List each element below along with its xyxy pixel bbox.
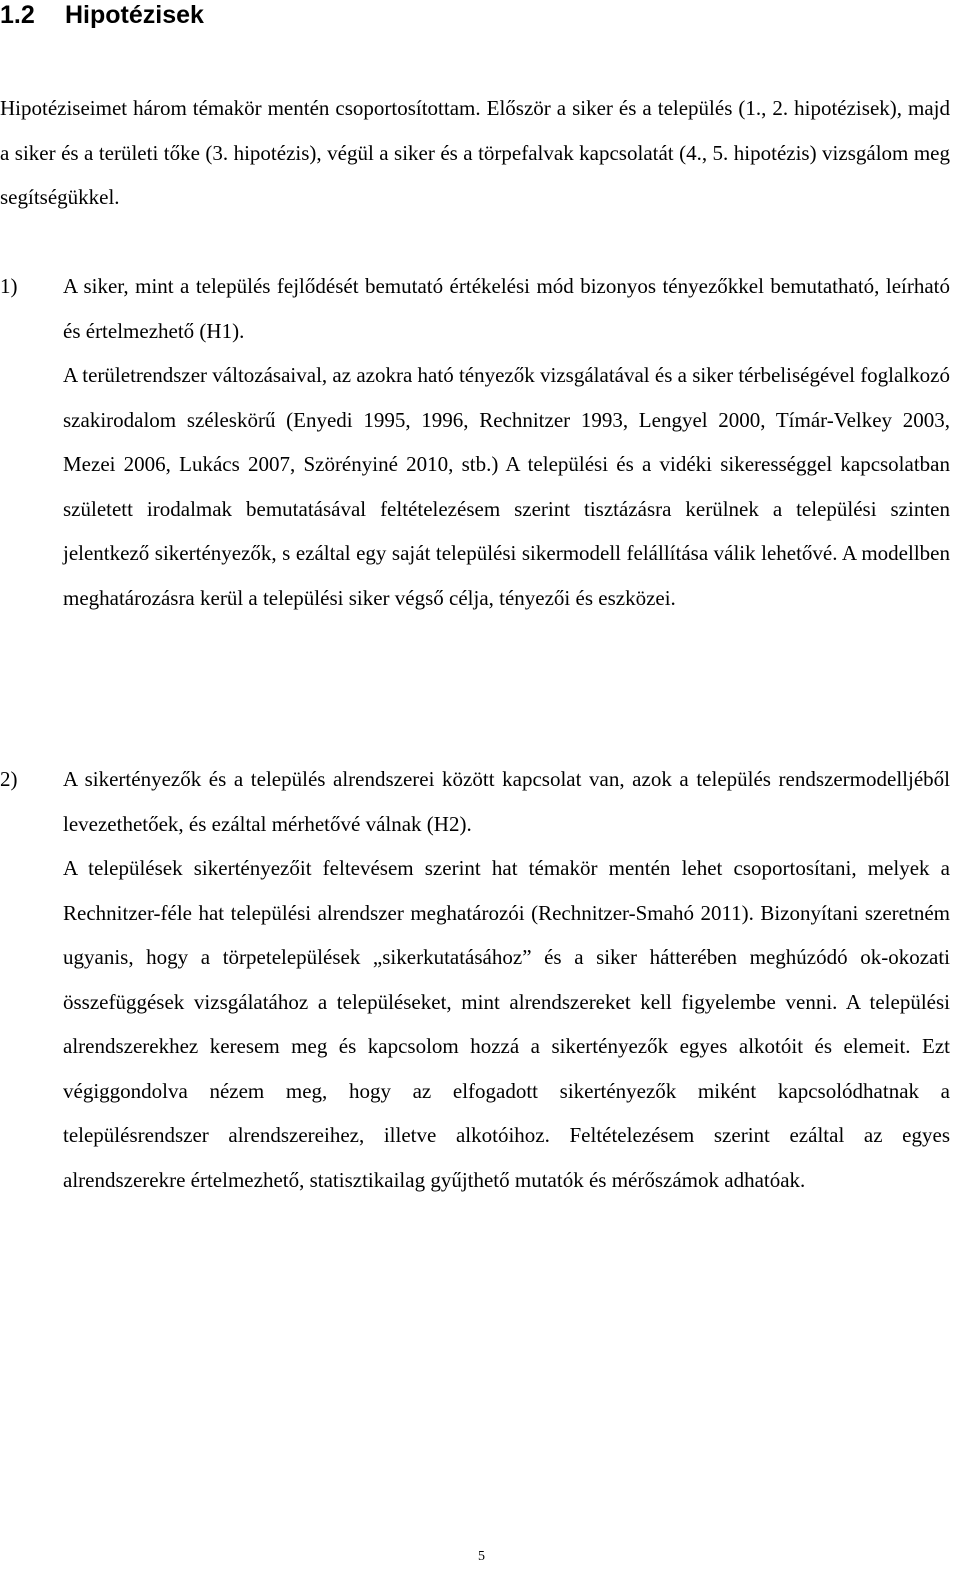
hypothesis-body bbox=[63, 264, 950, 620]
hypothesis-marker: 1) bbox=[0, 274, 18, 298]
hypothesis-marker: 2) bbox=[0, 767, 18, 791]
section-number: 1.2 bbox=[0, 1, 35, 29]
hypothesis-explanation: A települések sikertényezőit feltevésem szerint hat témakör mentén lehet csoportosítani, melyek a Rechnitzer-féle hat települési alrendszer meghatározói (Rechnitzer-Smahó 2011). Bizonyítani szeretném ugyanis, hogy a törpetelepülések „sikerkutatásához” és a siker hátterében meghúzódó ok-okozati összefüggések vizsgálatához a településeket, mint alrendszereket kell figyelembe venni. A települési alrendszerekhez keresem meg és kapcsolom hozzá a sikertényezők egyes alkotóit és elemeit. Ezt végiggondolva nézem meg, hogy az elfogadott sikertényezők miként kapcsolódhatnak a településrendszer alrendszereihez, illetve alkotóihoz. Feltételezésem szerint ezáltal az egyes alrendszerekre értelmezhető, statisztikailag gyűjthető mutatók és mérőszámok adhatóak. bbox=[63, 856, 950, 1192]
hypothesis-explanation: A területrendszer változásaival, az azokra ható tényezők vizsgálatával és a siker térbeliségével foglalkozó szakirodalom széleskörű (Enyedi 1995, 1996, Rechnitzer 1993, Lengyel 2000, Tímár-Velkey 2003, Mezei 2006, Lukács 2007, Szörényiné 2010, stb.) A települési és a vidéki sikerességgel kapcsolatban született irodalmak bemutatásával feltételezésem szerint tisztázásra kerülnek a települési szinten jelentkező sikertényezők, s ezáltal egy saját települési sikermodell felállítása válik lehetővé. A modellben meghatározásra kerül a települési siker végső célja, tényezői és eszközei. bbox=[63, 363, 950, 610]
hypothesis-statement: A siker, mint a település fejlődését bemutató értékelési mód bizonyos tényezőkkel bemutatható, leírható és értelmezhető (H1). bbox=[63, 274, 950, 343]
intro-paragraph: Hipotéziseimet három témakör mentén csoportosítottam. Először a siker és a település (1., 2. hipotézisek), majd a siker és a területi tőke (3. hipotézis), végül a siker és a törpefalvak kapcsolatát (4., 5. hipotézis) vizsgálom meg segítségükkel. bbox=[0, 96, 950, 209]
hypothesis-body bbox=[63, 757, 950, 1202]
page-number: 5 bbox=[478, 1549, 485, 1564]
section-heading bbox=[0, 0, 204, 30]
section-title: Hipotézisek bbox=[65, 1, 204, 29]
hypothesis-statement: A sikertényezők és a település alrendszerei között kapcsolat van, azok a település rendszermodelljéből levezethetőek, és ezáltal mérhetővé válnak (H2). bbox=[63, 767, 950, 836]
